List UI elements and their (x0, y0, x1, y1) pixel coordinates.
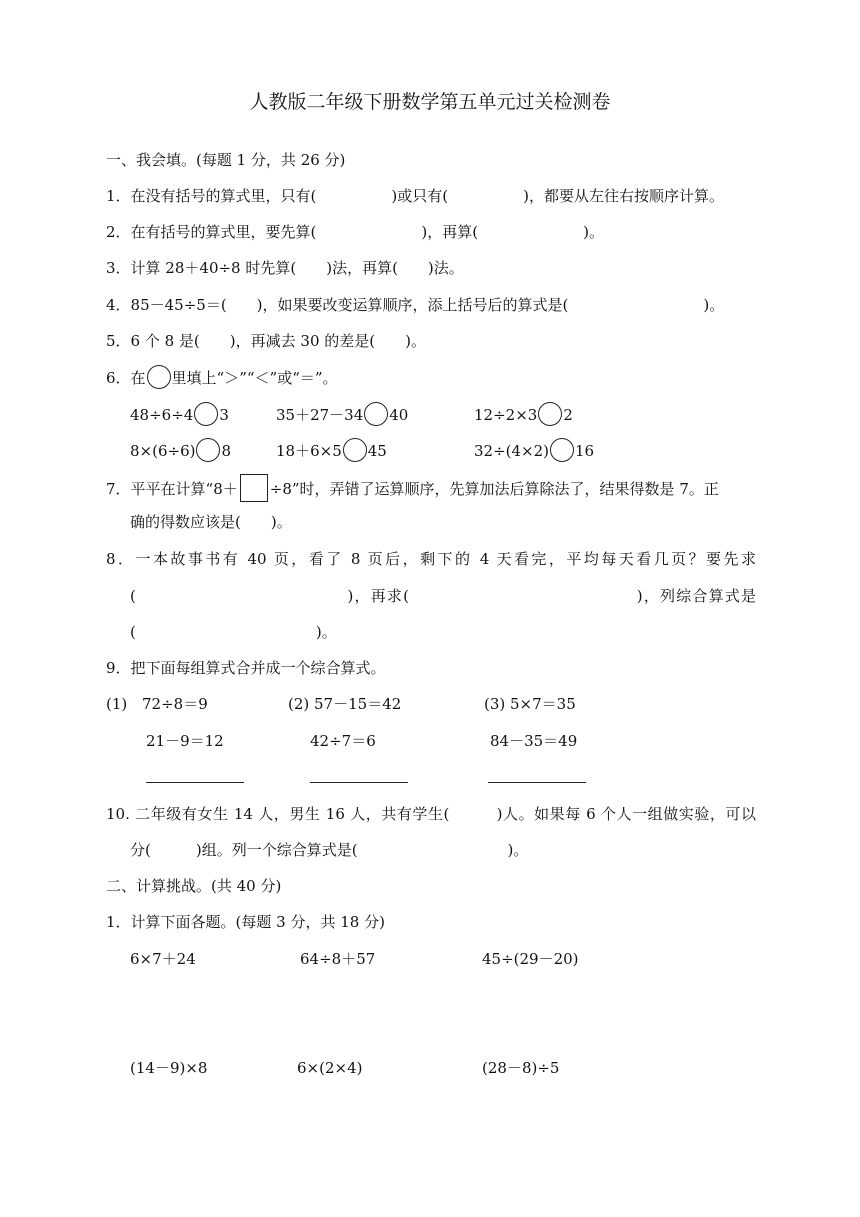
question-1: 1．在没有括号的算式里，只有( )或只有( )，都要从左往右按顺序计算。 (106, 187, 724, 205)
answer-line[interactable] (488, 768, 586, 788)
compare-right: 8 (221, 442, 232, 460)
question-8-line3: ( )。 (130, 623, 337, 641)
circle-blank-icon[interactable] (538, 402, 562, 426)
question-10-line2: 分( )组。列一个综合算式是( )。 (130, 841, 529, 859)
compare-item (276, 440, 387, 464)
calc-item: (28－8)÷5 (482, 1059, 560, 1077)
circle-blank-icon[interactable] (196, 438, 220, 462)
question-4: 4．85－45÷5＝( )，如果要改变运算顺序，添上括号后的算式是( )。 (106, 296, 725, 314)
compare-item (474, 404, 573, 428)
question-9: 9．把下面每组算式合并成一个综合算式。 (106, 659, 386, 677)
compare-left: 48÷6÷4 (130, 406, 194, 424)
group-2-eq1: (2) 57－15＝42 (288, 695, 402, 713)
group-2-eq2: 42÷7＝6 (310, 732, 376, 750)
calc-item: 6×(2×4) (297, 1059, 363, 1077)
compare-right: 2 (563, 406, 573, 424)
compare-right: 3 (219, 406, 229, 424)
calc-item: 6×7＋24 (130, 950, 196, 968)
group-1-eq1: 72÷8＝9 (142, 695, 208, 713)
compare-left: 18＋6×5 (276, 442, 342, 460)
circle-blank-icon[interactable] (343, 438, 367, 462)
question-7-post: ÷8”时，弄错了运算顺序，先算加法后算除法了，结果得数是 7。正 (269, 480, 719, 498)
calc-item: 64÷8＋57 (300, 950, 376, 968)
compare-left: 8×(6÷6) (130, 442, 196, 460)
question-2: 2．在有括号的算式里，要先算( )，再算( )。 (106, 223, 604, 241)
square-blank-icon[interactable] (240, 474, 268, 502)
circle-blank-icon[interactable] (194, 402, 218, 426)
question-5: 5．6 个 8 是( )，再减去 30 的差是( )。 (106, 332, 426, 350)
question-8-line1: 8．一本故事书有 40 页，看了 8 页后，剩下的 4 天看完，平均每天看几页？要先求 (106, 550, 756, 568)
section2-sub1: 1．计算下面各题。(每题 3 分，共 18 分) (106, 913, 385, 931)
group-1-label: (1) (106, 695, 128, 713)
calc-item: (14－9)×8 (130, 1059, 208, 1077)
question-6-pre: 6．在 (106, 369, 146, 387)
answer-line[interactable] (310, 768, 408, 788)
compare-left: 35＋27－34 (276, 406, 364, 424)
question-7-line2: 确的得数应该是( )。 (130, 513, 292, 531)
group-3-eq1: (3) 5×7＝35 (484, 695, 576, 713)
group-1-eq2: 21－9＝12 (146, 732, 224, 750)
compare-item (130, 404, 229, 428)
compare-right: 16 (575, 442, 595, 460)
question-3: 3．计算 28＋40÷8 时先算( )法，再算( )法。 (106, 259, 464, 277)
answer-line[interactable] (146, 768, 244, 788)
circle-blank-icon[interactable] (147, 365, 171, 389)
compare-item (276, 404, 408, 428)
page-title: 人教版二年级下册数学第五单元过关检测卷 (249, 91, 611, 113)
section2-heading: 二、计算挑战。(共 40 分) (106, 877, 282, 895)
circle-blank-icon[interactable] (550, 438, 574, 462)
question-6 (106, 367, 338, 391)
question-8-line2: ( )，再求( )，列综合算式是 (130, 587, 756, 605)
group-3-eq2: 84－35＝49 (490, 732, 578, 750)
section1-heading: 一、我会填。(每题 1 分，共 26 分) (106, 151, 346, 169)
compare-left: 12÷2×3 (474, 406, 538, 424)
question-7 (106, 476, 719, 504)
circle-blank-icon[interactable] (364, 402, 388, 426)
compare-right: 40 (389, 406, 409, 424)
calc-item: 45÷(29－20) (482, 950, 579, 968)
compare-item (474, 440, 594, 464)
compare-left: 32÷(4×2) (474, 442, 550, 460)
question-7-pre: 7．平平在计算“8＋ (106, 480, 238, 498)
compare-item (130, 440, 231, 464)
question-10-line1: 10. 二年级有女生 14 人，男生 16 人，共有学生( )人。如果每 6 个人一组做实验，可以 (106, 805, 756, 823)
compare-right: 45 (367, 442, 387, 460)
question-6-post: 里填上“＞”“＜”或“＝”。 (171, 369, 338, 387)
